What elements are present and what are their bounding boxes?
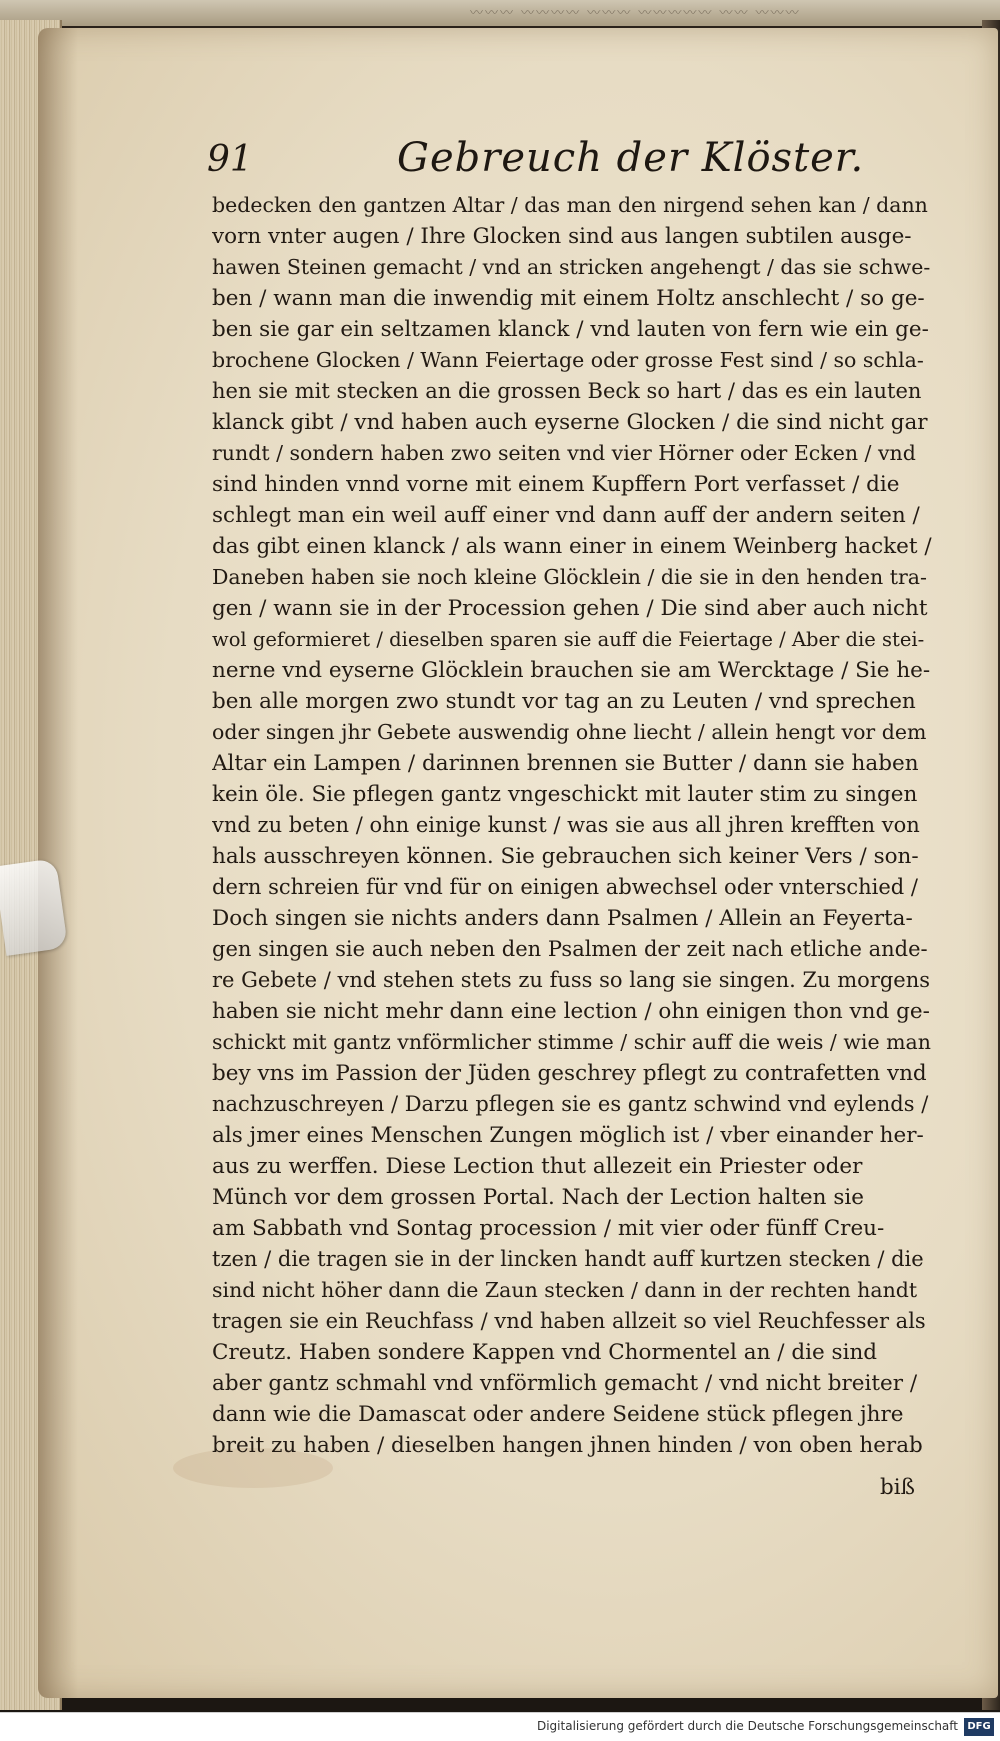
text-line: brochene Glocken / Wann Feiertage oder grosse Fest sind / so schla- — [212, 348, 924, 372]
text-line: tragen sie ein Reuchfass / vnd haben allzeit so viel Reuchfesser als — [212, 1309, 926, 1333]
text-line: breit zu haben / dieselben hangen jhnen hinden / von oben herab — [212, 1433, 923, 1458]
dfg-logo-icon: DFG — [964, 1718, 994, 1736]
text-line: dern schreien für vnd für on einigen abwechsel oder vnterschied / — [212, 875, 918, 899]
text-line: Altar ein Lampen / darinnen brennen sie Butter / dann sie haben — [212, 751, 919, 776]
body-text — [212, 190, 932, 1461]
text-line: hen sie mit stecken an die grossen Beck so hart / das es ein lauten — [212, 379, 922, 403]
text-line: am Sabbath vnd Sontag procession / mit vier oder fünff Creu- — [212, 1216, 885, 1241]
text-line: re Gebete / vnd stehen stets zu fuss so lang sie singen. Zu morgens — [212, 968, 931, 992]
text-line: Daneben haben sie noch kleine Glöcklein / die sie in den henden tra- — [212, 565, 927, 589]
bleed-through-text: 〰〰〰 〰〰〰〰 〰〰〰 〰〰〰〰〰 〰〰 〰〰〰 — [470, 6, 801, 18]
text-line: dann wie die Damascat oder andere Seidene stück pflegen jhre — [212, 1402, 904, 1427]
text-line: kein öle. Sie pflegen gantz vngeschickt mit lauter stim zu singen — [212, 782, 918, 807]
text-line: schlegt man ein weil auff einer vnd dann auff der andern seiten / — [212, 503, 920, 528]
text-line: Creutz. Haben sondere Kappen vnd Chormentel an / die sind — [212, 1340, 878, 1365]
text-line: vorn vnter augen / Ihre Glocken sind aus langen subtilen ausge- — [212, 224, 912, 249]
text-line: aus zu werffen. Diese Lection thut allezeit ein Priester oder — [212, 1154, 863, 1179]
text-line: wol geformieret / dieselben sparen sie auff die Feiertage / Aber die stei- — [212, 628, 925, 651]
text-line: ben alle morgen zwo stundt vor tag an zu Leuten / vnd sprechen — [212, 689, 916, 714]
text-line: hals ausschreyen können. Sie gebrauchen sich keiner Vers / son- — [212, 844, 919, 869]
text-line: bedecken den gantzen Altar / das man den nirgend sehen kan / dann — [212, 193, 928, 217]
text-line: schickt mit gantz vnförmlicher stimme / schir auff die weis / wie man — [212, 1030, 931, 1054]
text-line: klanck gibt / vnd haben auch eyserne Glocken / die sind nicht gar — [212, 410, 928, 435]
text-line: nachzuschreyen / Darzu pflegen sie es gantz schwind vnd eylends / — [212, 1092, 929, 1116]
page-header — [207, 135, 907, 191]
text-line: vnd zu beten / ohn einige kunst / was sie aus all jhren krefften von — [212, 813, 920, 837]
text-line: bey vns im Passion der Jüden geschrey pflegt zu contrafetten vnd — [212, 1061, 927, 1086]
text-line: als jmer eines Menschen Zungen möglich ist / vber einander her- — [212, 1123, 924, 1148]
text-line: das gibt einen klanck / als wann einer in einem Weinberg hacket / — [212, 534, 932, 559]
footer-credit: Digitalisierung gefördert durch die Deutsche Forschungsgemeinschaft — [536, 1719, 958, 1733]
catchword: biß — [880, 1475, 916, 1500]
text-line: oder singen jhr Gebete auswendig ohne liecht / allein hengt vor dem — [212, 720, 927, 744]
text-line: sind nicht höher dann die Zaun stecken / dann in der rechten handt — [212, 1278, 918, 1302]
text-line: tzen / die tragen sie in der lincken handt auff kurtzen stecken / die — [212, 1247, 924, 1271]
page-number: 91 — [207, 139, 253, 180]
text-line: rundt / sondern haben zwo seiten vnd vier Hörner oder Ecken / vnd — [212, 441, 916, 465]
text-line: hawen Steinen gemacht / vnd an stricken angehengt / das sie schwe- — [212, 255, 931, 279]
digitization-footer — [0, 1712, 1000, 1741]
text-line: aber gantz schmahl vnd vnförmlich gemacht / vnd nicht breiter / — [212, 1371, 918, 1396]
text-line: sind hinden vnnd vorne mit einem Kupffern Port verfasset / die — [212, 472, 900, 497]
text-line: ben sie gar ein seltzamen klanck / vnd lauten von fern wie ein ge- — [212, 317, 929, 342]
text-line: haben sie nicht mehr dann eine lection / ohn einigen thon vnd ge- — [212, 999, 930, 1024]
text-line: Münch vor dem grossen Portal. Nach der Lection halten sie — [212, 1185, 864, 1210]
text-line: nerne vnd eyserne Glöcklein brauchen sie am Wercktage / Sie he- — [212, 658, 931, 683]
text-line: gen / wann sie in der Procession gehen / Die sind aber auch nicht — [212, 596, 928, 621]
text-line: ben / wann man die inwendig mit einem Holtz anschlecht / so ge- — [212, 286, 925, 311]
running-title: Gebreuch der Klöster. — [397, 135, 865, 181]
previous-leaf-strip — [0, 0, 1000, 29]
text-line: Doch singen sie nichts anders dann Psalmen / Allein an Feyerta- — [212, 906, 913, 931]
text-line: gen singen sie auch neben den Psalmen der zeit nach etliche ande- — [212, 937, 928, 961]
